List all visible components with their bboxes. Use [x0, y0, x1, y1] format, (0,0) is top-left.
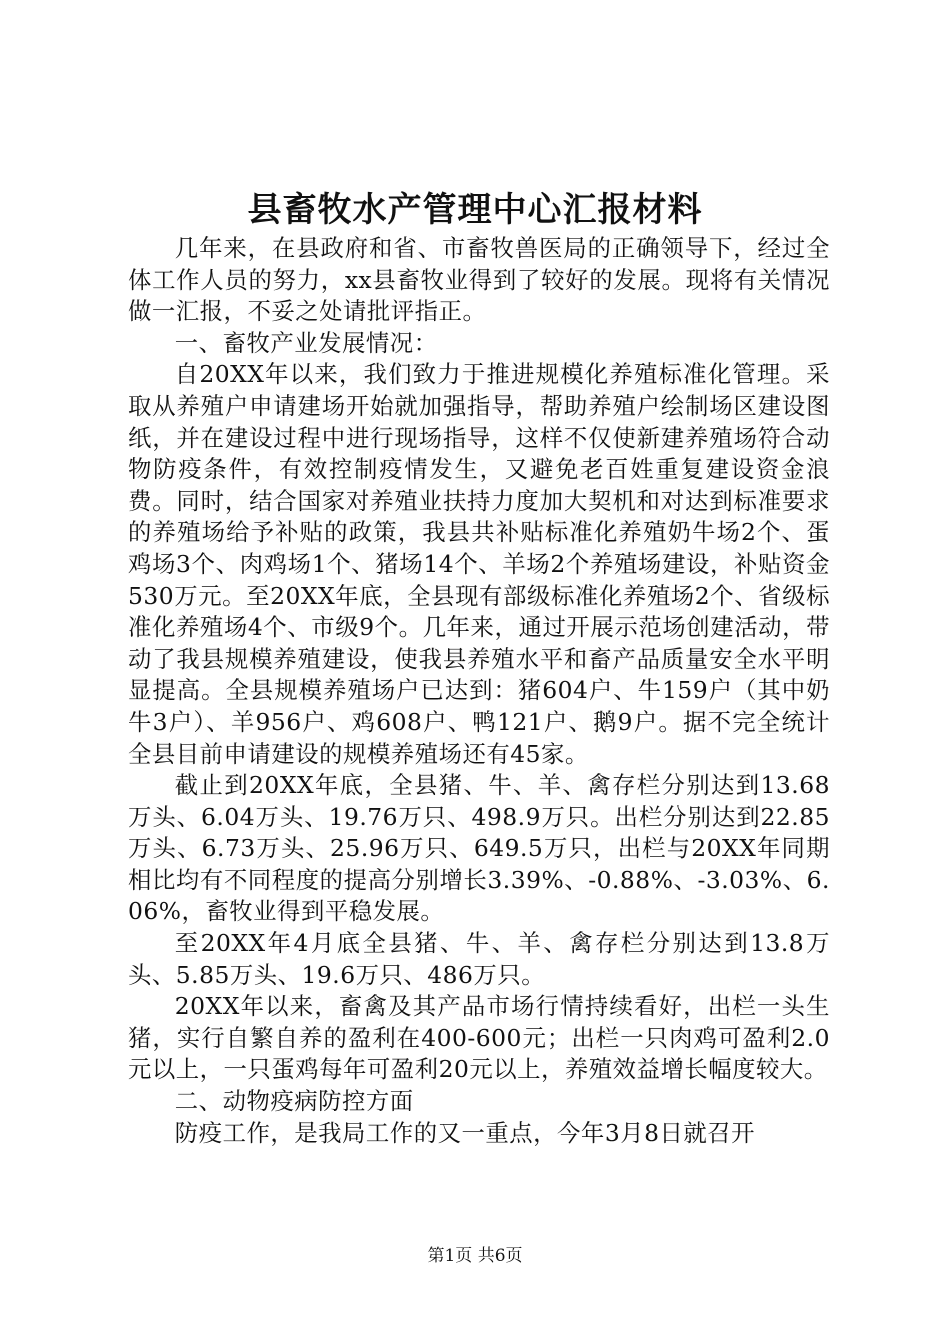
paragraph-april-stock: 至20XX年4月底全县猪、牛、羊、禽存栏分别达到13.8万头、5.85万头、19.6万只、486万只。	[128, 929, 830, 989]
paragraph-epidemic: 防疫工作，是我局工作的又一重点，今年3月8日就召开	[174, 1118, 756, 1147]
paragraph-intro: 几年来，在县政府和省、市畜牧兽医局的正确领导下，经过全体工作人员的努力，xx县畜牧业得到了较好的发展。现将有关情况做一汇报，不妥之处请批评指正。	[128, 234, 830, 326]
document-body	[128, 233, 830, 1149]
page-footer: 第1页 共6页	[427, 1246, 523, 1266]
paragraph-livestock-stock: 截止到20XX年底，全县猪、牛、羊、禽存栏分别达到13.68万头、6.04万头、19.76万只、498.9万只。出栏分别达到22.85万头、6.73万头、25.96万只、649.5万只，出栏与20XX年同期相比均有不同程度的提高分别增长3.39%、-0.88%、-3.03%、6.06%，畜牧业得到平稳发展。	[128, 771, 830, 926]
paragraph-scale-farming: 自20XX年以来，我们致力于推进规模化养殖标准化管理。采取从养殖户申请建场开始就加强指导，帮助养殖户绘制场区建设图纸，并在建设过程中进行现场指导，这样不仅使新建养殖场符合动物防疫条件，有效控制疫情发生，又避免老百姓重复建设资金浪费。同时，结合国家对养殖业扶持力度加大契机和对达到标准要求的养殖场给予补贴的政策，我县共补贴标准化养殖奶牛场2个、蛋鸡场3个、肉鸡场1个、猪场14个、羊场2个养殖场建设，补贴资金530万元。至20XX年底，全县现有部级标准化养殖场2个、省级标准化养殖场4个、市级9个。几年来，通过开展示范场创建活动，带动了我县规模养殖建设，使我县养殖水平和畜产品质量安全水平明显提高。全县规模养殖场户已达到：猪604户、牛159户（其中奶牛3户）、羊956户、鸡608户、鸭121户、鹅9户。据不完全统计全县目前申请建设的规模养殖场还有45家。	[128, 360, 830, 768]
section-heading-1: 一、畜牧产业发展情况：	[174, 328, 438, 357]
document-title: 县畜牧水产管理中心汇报材料	[247, 190, 703, 230]
paragraph-market: 20XX年以来，畜禽及其产品市场行情持续看好，出栏一头生猪，实行自繁自养的盈利在400-600元；出栏一只肉鸡可盈利2.0元以上，一只蛋鸡每年可盈利20元以上，养殖效益增长幅度较大。	[128, 992, 830, 1084]
section-heading-2: 二、动物疫病防控方面	[174, 1087, 414, 1116]
